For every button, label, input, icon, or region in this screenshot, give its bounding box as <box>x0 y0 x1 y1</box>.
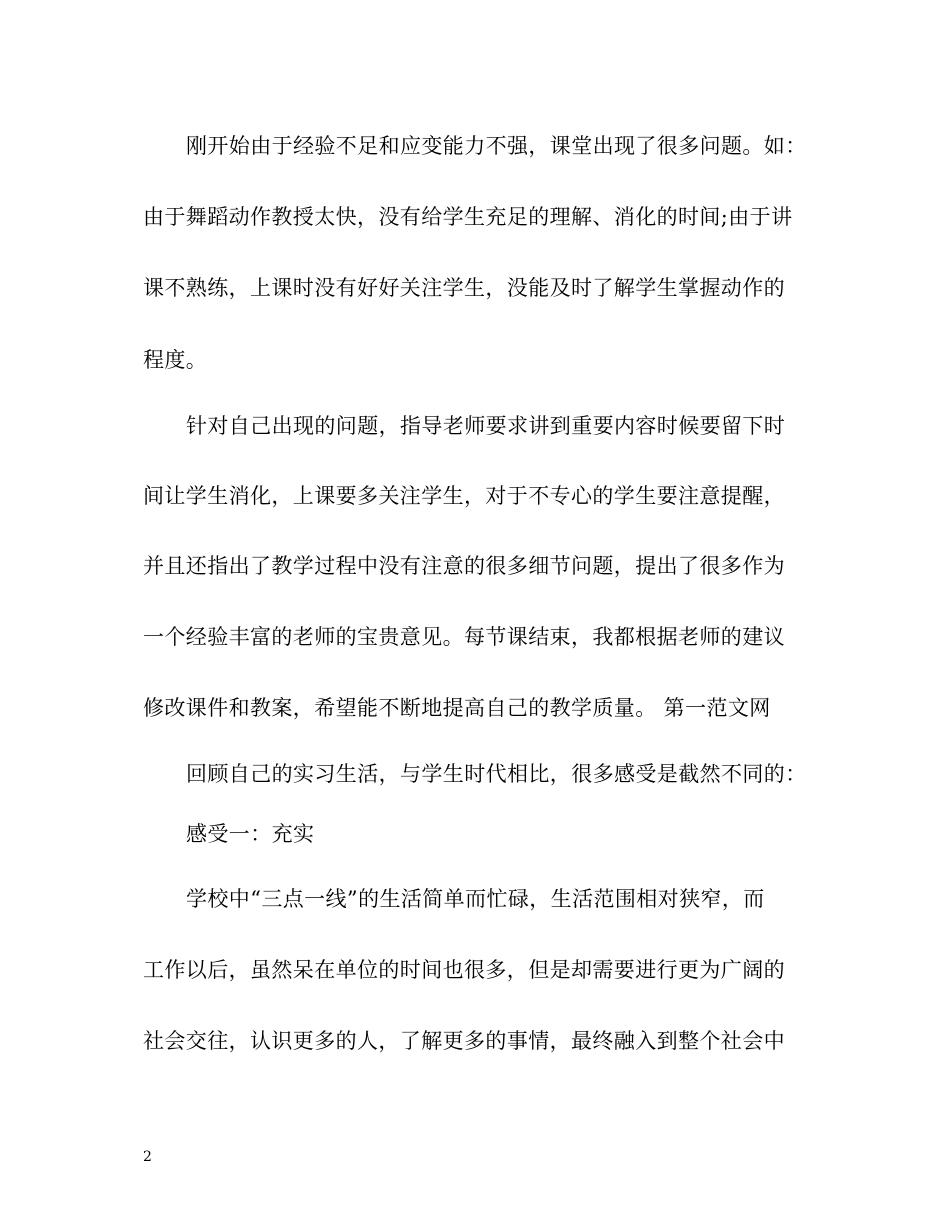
paragraph-2-line-3: 并且还指出了教学过程中没有注意的很多细节问题，提出了很多作为 <box>143 554 785 578</box>
paragraph-4-heading: 感受一：充实 <box>186 822 315 846</box>
paragraph-2-line-4: 一个经验丰富的老师的宝贵意见。每节课结束，我都根据老师的建议 <box>143 625 785 649</box>
paragraph-5-line-2: 工作以后，虽然呆在单位的时间也很多，但是却需要进行更为广阔的 <box>143 958 785 982</box>
paragraph-1-line-1: 刚开始由于经验不足和应变能力不强，课堂出现了很多问题。如： <box>186 134 807 158</box>
paragraph-2-line-2: 间让学生消化，上课要多关注学生，对于不专心的学生要注意提醒， <box>143 484 785 508</box>
paragraph-2-line-5: 修改课件和教案，希望能不断地提高自己的教学质量。 第一范文网 <box>143 696 771 720</box>
paragraph-2-line-1: 针对自己出现的问题，指导老师要求讲到重要内容时候要留下时 <box>186 414 786 438</box>
paragraph-3-line-1: 回顾自己的实习生活，与学生时代相比，很多感受是截然不同的： <box>186 762 807 786</box>
page-number: 2 <box>143 1149 152 1165</box>
paragraph-5-line-3: 社会交往，认识更多的人，了解更多的事情，最终融入到整个社会中 <box>143 1029 785 1053</box>
paragraph-5-line-1: 学校中“三点一线”的生活简单而忙碌，生活范围相对狭窄，而 <box>186 887 765 911</box>
paragraph-1-line-3: 课不熟练，上课时没有好好关注学生，没能及时了解学生掌握动作的 <box>143 276 785 300</box>
paragraph-1-line-2: 由于舞蹈动作教授太快，没有给学生充足的理解、消化的时间;由于讲 <box>143 205 793 229</box>
paragraph-1-line-4: 程度。 <box>143 348 208 372</box>
